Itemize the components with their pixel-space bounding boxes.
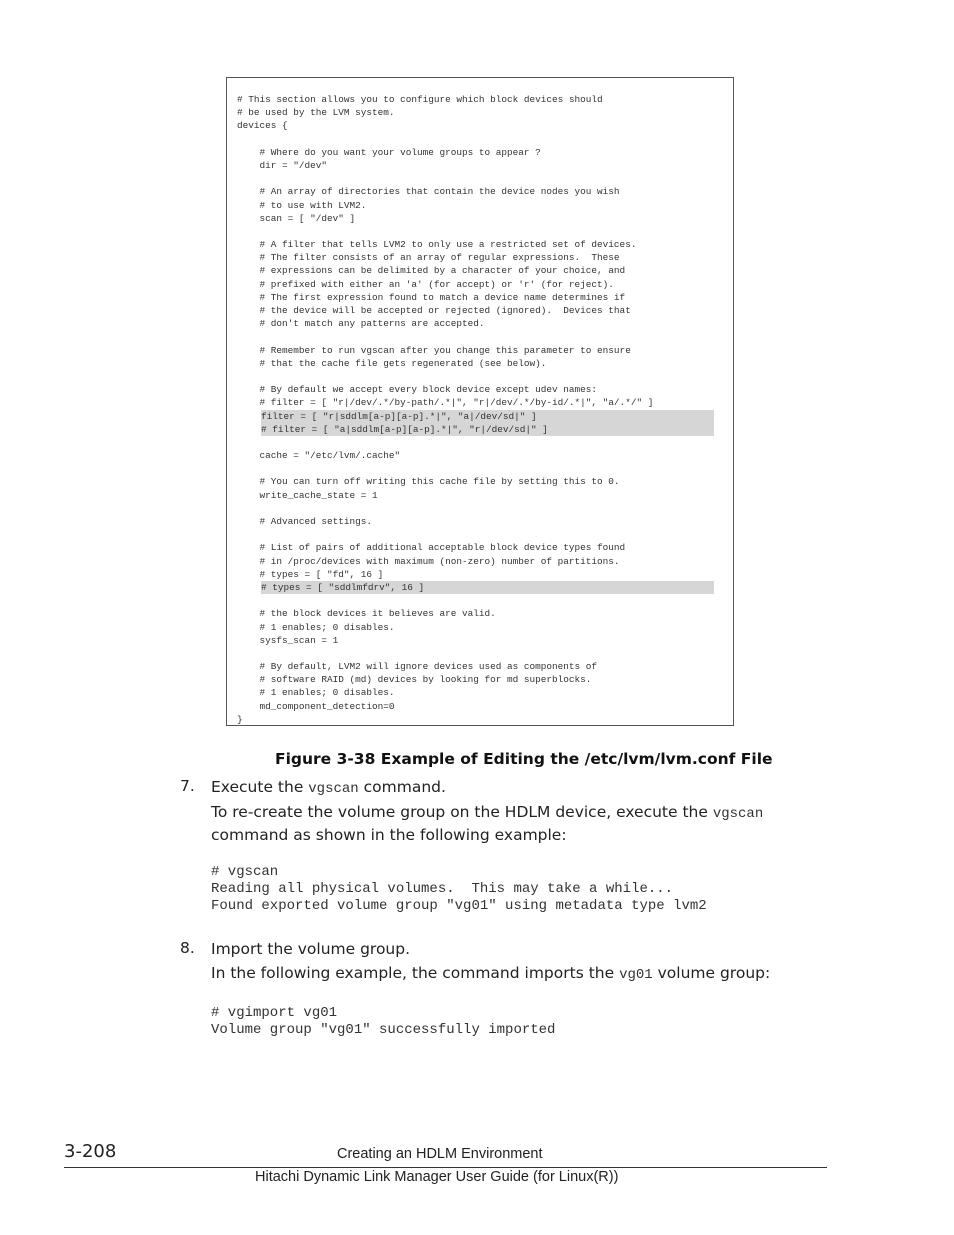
step-paragraph [211, 963, 831, 986]
code-line: # By default we accept every block device except udev names: [237, 384, 598, 396]
code-line: md_component_detection=0 [237, 700, 395, 712]
step-number: 7. [180, 777, 195, 795]
step-text [211, 777, 831, 800]
code-line: # The first expression found to match a device name determines if [237, 291, 626, 303]
code-line: # vgscan [211, 864, 279, 880]
figure-screenshot [226, 77, 734, 726]
paragraph-after: volume group: [652, 964, 771, 982]
code-line [237, 594, 727, 607]
code-line [237, 225, 727, 238]
paragraph-after: command as shown in the following example: [211, 826, 567, 844]
code-line: # vgimport vg01 [211, 1005, 338, 1021]
code-line: # 1 enables; 0 disables. [237, 621, 395, 633]
code-line: dir = "/dev" [237, 159, 328, 171]
footer-book-title: Hitachi Dynamic Link Manager User Guide (for Linux(R)) [255, 1169, 619, 1185]
code-line: devices { [237, 120, 288, 132]
inline-command: vgscan [308, 781, 359, 797]
code-line: # in /proc/devices with maximum (non-zero) number of partitions. [237, 555, 620, 567]
code-line: Volume group "vg01" successfully imported [211, 1022, 556, 1038]
inline-command: vgscan [712, 806, 764, 822]
code-line: # software RAID (md) devices by looking for md superblocks. [237, 674, 592, 686]
code-example [211, 864, 707, 915]
code-line [237, 133, 727, 146]
figure-caption: Figure 3-38 Example of Editing the /etc/lvm/lvm.conf File [275, 750, 773, 768]
code-line [237, 436, 727, 449]
code-line: # don't match any patterns are accepted. [237, 318, 485, 330]
code-line [237, 528, 727, 541]
code-line: # 1 enables; 0 disables. [237, 687, 395, 699]
inline-command: vg01 [619, 967, 653, 983]
code-line: sysfs_scan = 1 [237, 634, 339, 646]
code-line: # to use with LVM2. [237, 199, 367, 211]
code-line: # prefixed with either an 'a' (for accept) or 'r' (for reject). [237, 278, 614, 290]
code-line: # that the cache file gets regenerated (see below). [237, 357, 547, 369]
code-line [237, 502, 727, 515]
code-line: Reading all physical volumes. This may take a while... [211, 881, 674, 897]
config-code-listing [237, 93, 727, 726]
code-line: } [237, 713, 243, 725]
paragraph-before: To re-create the volume group on the HDLM device, execute the [211, 803, 713, 821]
code-line: cache = "/etc/lvm/.cache" [237, 450, 401, 462]
code-line [237, 370, 727, 383]
code-line: # Advanced settings. [237, 516, 373, 527]
step-number: 8. [180, 939, 195, 957]
code-line: # be used by the LVM system. [237, 107, 395, 119]
highlighted-code-line: # types = [ "sddlmfdrv", 16 ] [261, 581, 714, 594]
footer-divider [64, 1167, 827, 1168]
code-line: # List of pairs of additional acceptable block device types found [237, 542, 626, 554]
code-line [237, 172, 727, 185]
step-text-before: Execute the [211, 778, 309, 796]
step-text: Import the volume group. [211, 940, 411, 958]
code-line: # An array of directories that contain the device nodes you wish [237, 186, 620, 198]
paragraph-before: In the following example, the command imports the [211, 964, 620, 982]
code-line [237, 462, 727, 475]
code-line: # You can turn off writing this cache file by setting this to 0. [237, 476, 620, 488]
code-line: # filter = [ "r|/dev/.*/by-path/.*|", "r|/dev/.*/by-id/.*|", "a/.*/" ] [237, 397, 654, 409]
code-line: # expressions can be delimited by a character of your choice, and [237, 265, 626, 277]
code-line: # types = [ "fd", 16 ] [237, 568, 384, 580]
code-example [211, 1005, 555, 1039]
code-line: # A filter that tells LVM2 to only use a restricted set of devices. [237, 239, 637, 251]
highlighted-code-line: filter = [ "r|sddlm[a-p][a-p].*|", "a|/dev/sd|" ] [261, 410, 714, 423]
highlighted-code-line: # filter = [ "a|sddlm[a-p][a-p].*|", "r|/dev/sd|" ] [261, 423, 714, 436]
code-line: # Where do you want your volume groups to appear ? [237, 146, 541, 158]
code-line [237, 330, 727, 343]
code-line: scan = [ "/dev" ] [237, 212, 356, 224]
step-paragraph [211, 802, 831, 846]
code-line: Found exported volume group "vg01" using metadata type lvm2 [211, 898, 707, 914]
code-line: # By default, LVM2 will ignore devices used as components of [237, 661, 598, 673]
code-line: # This section allows you to configure which block devices should [237, 94, 603, 105]
footer-section-title: Creating an HDLM Environment [337, 1146, 543, 1162]
code-line: # the device will be accepted or rejected (ignored). Devices that [237, 305, 631, 316]
code-line: # The filter consists of an array of regular expressions. These [237, 252, 620, 264]
code-line: write_cache_state = 1 [237, 489, 378, 501]
code-line: # Remember to run vgscan after you change this parameter to ensure [237, 344, 631, 356]
step-text-after: command. [358, 778, 446, 796]
code-line: # the block devices it believes are valid. [237, 608, 496, 620]
code-line [237, 647, 727, 660]
page-number: 3-208 [64, 1141, 117, 1162]
